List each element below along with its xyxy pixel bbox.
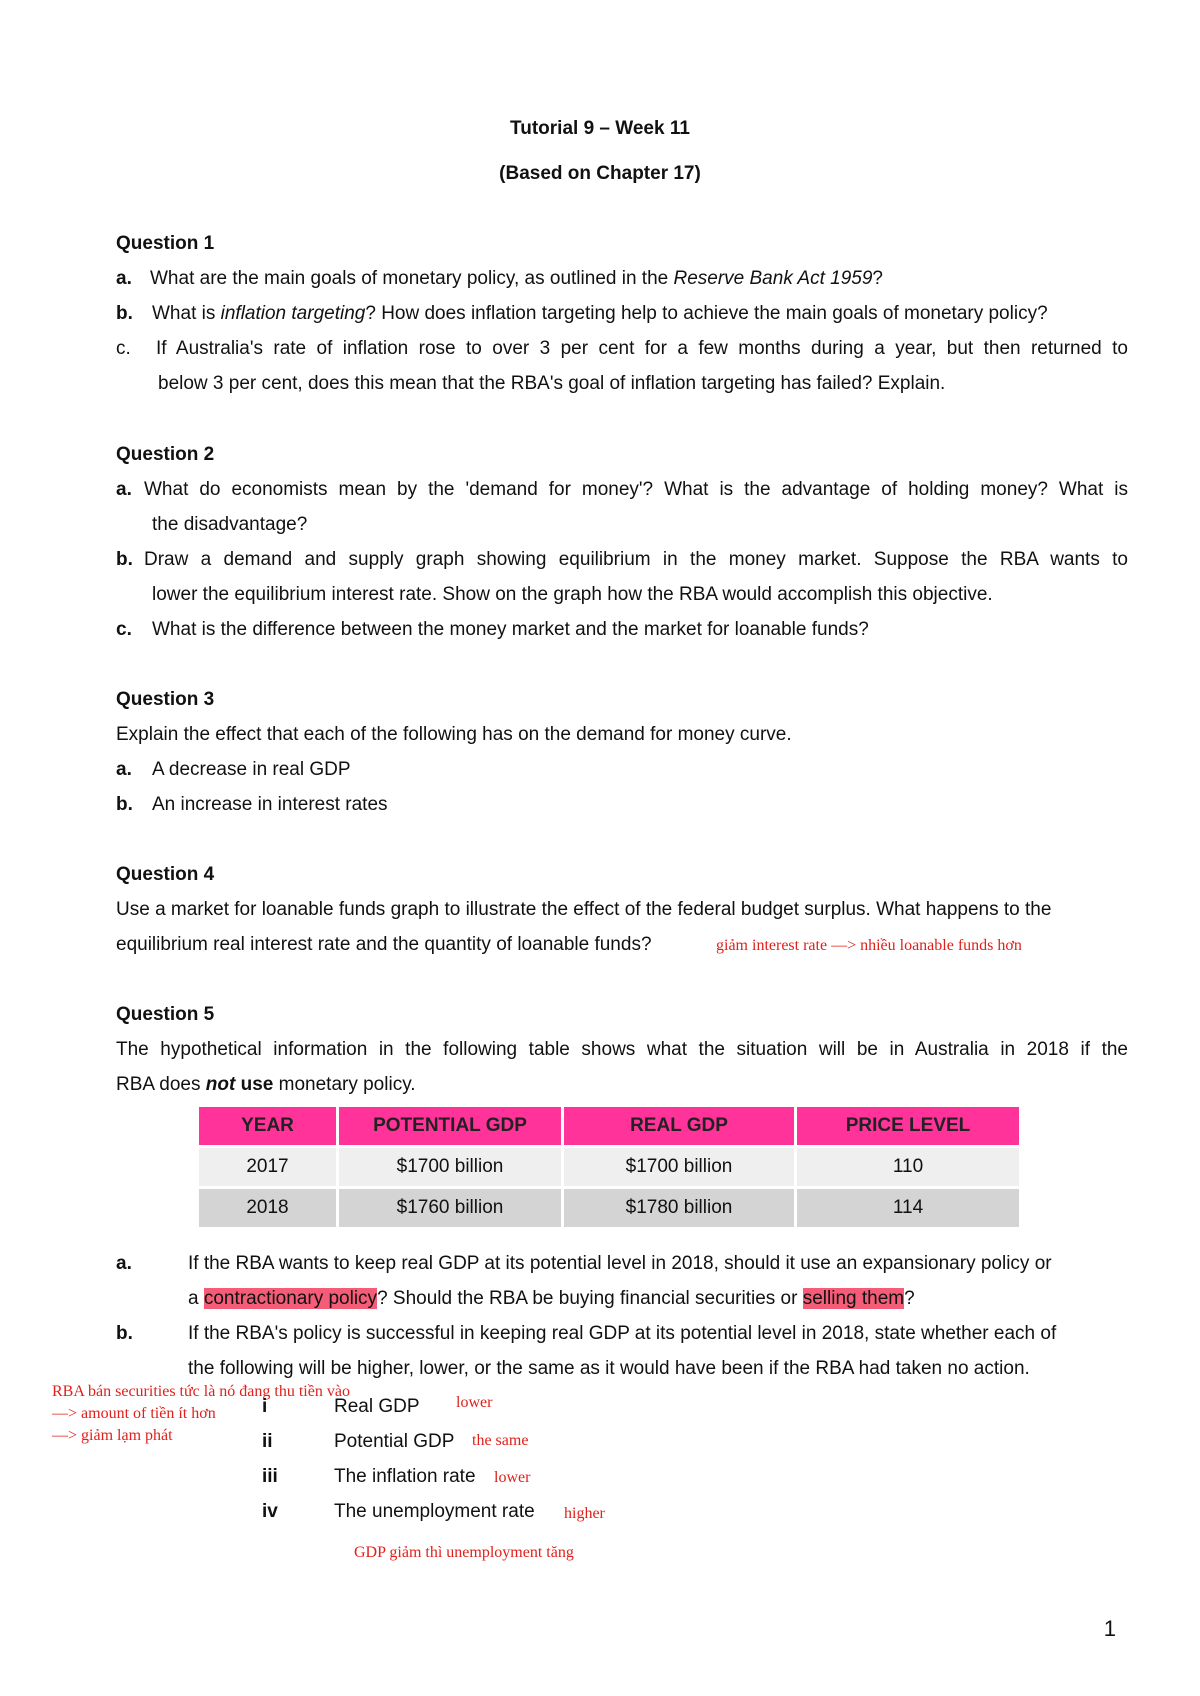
q2-b-text: Draw a demand and supply graph showing equilibrium in the money market. Suppose the RBA wants to — [144, 549, 1128, 570]
q5-item-i-num: i — [262, 1396, 268, 1417]
q5-item-iv-num: iv — [262, 1501, 278, 1522]
q1-b-italic: inflation targeting — [220, 303, 366, 324]
q5-table — [196, 1104, 1022, 1230]
q1-a-text: What are the main goals of monetary policy, as outlined in the — [150, 268, 674, 289]
q5-b-label: b. — [116, 1323, 133, 1344]
q5-item-iv-note: higher — [564, 1505, 605, 1522]
q5-a-label: a. — [116, 1253, 132, 1274]
page-number: 1 — [1103, 1616, 1116, 1641]
q1-b-text: What is — [152, 303, 221, 324]
q1-c-line2: below 3 per cent, does this mean that the RBA's goal of inflation targeting has failed? Explain. — [158, 373, 946, 394]
q3-b — [116, 794, 1128, 816]
q5-a-line2-mid: ? Should the RBA be buying financial securities or — [377, 1288, 803, 1309]
q2-b-label: b. — [116, 549, 133, 570]
document-title: Tutorial 9 – Week 11 — [510, 118, 690, 139]
q5-item-iv-text: The unemployment rate — [334, 1501, 535, 1522]
q5-b-line2: the following will be higher, lower, or the same as it would have been if the RBA had taken no action. — [188, 1358, 1030, 1379]
q1-a-post: ? — [872, 268, 883, 289]
q1-a — [116, 268, 1128, 290]
q5-table-header-real-gdp: REAL GDP — [564, 1107, 794, 1145]
q5-line2 — [116, 1074, 1128, 1096]
q2-a-line2: the disadvantage? — [152, 514, 308, 535]
q1-c-label: c. — [116, 338, 131, 359]
q3-a — [116, 759, 1128, 781]
q5-item-iii-num: iii — [262, 1466, 278, 1487]
q3-b-text: An increase in interest rates — [152, 794, 388, 815]
q5-heading: Question 5 — [116, 1004, 215, 1025]
q4-heading: Question 4 — [116, 864, 215, 885]
table-cell: 114 — [797, 1189, 1019, 1227]
q5-item-ii-note: the same — [472, 1432, 529, 1449]
q5-side-note-3: —> giảm lạm phát — [52, 1427, 173, 1444]
q5-a-line2-post: ? — [904, 1288, 915, 1309]
q2-heading: Question 2 — [116, 444, 215, 465]
q5-bottom-note: GDP giảm thì unemployment tăng — [354, 1544, 574, 1561]
q5-a-line2 — [188, 1288, 1128, 1310]
q5-line2-use: use — [235, 1074, 274, 1095]
q5-a-highlight-contractionary: contractionary policy — [203, 1288, 378, 1309]
q5-line1: The hypothetical information in the following table shows what the situation will be in Australia in 2018 if the — [116, 1039, 1128, 1060]
q4-line1: Use a market for loanable funds graph to illustrate the effect of the federal budget surplus. What happens to the — [116, 899, 1052, 920]
q5-item-iii-note: lower — [494, 1469, 531, 1486]
q2-a-label: a. — [116, 479, 132, 500]
table-cell: $1780 billion — [564, 1189, 794, 1227]
q4-handwritten-note: giảm interest rate —> nhiều loanable funds hơn — [716, 937, 1022, 954]
q5-table-header-price-level: PRICE LEVEL — [797, 1107, 1019, 1145]
q1-heading: Question 1 — [116, 233, 215, 254]
table-cell: $1700 billion — [564, 1148, 794, 1186]
q2-b-line2: lower the equilibrium interest rate. Show on the graph how the RBA would accomplish this objective. — [152, 584, 993, 605]
q3-a-text: A decrease in real GDP — [152, 759, 351, 780]
q5-line2-not: not — [205, 1074, 236, 1095]
q5-line2-pre: RBA does — [116, 1074, 206, 1095]
q2-a-line1 — [116, 479, 1128, 501]
table-cell: $1700 billion — [339, 1148, 561, 1186]
q5-table-header-row — [199, 1107, 1019, 1145]
q3-intro: Explain the effect that each of the following has on the demand for money curve. — [116, 724, 792, 745]
table-row — [199, 1148, 1019, 1186]
q1-a-label: a. — [116, 268, 132, 289]
q1-b-post: ? How does inflation targeting help to achieve the main goals of monetary policy? — [365, 303, 1048, 324]
q5-side-note-1: RBA bán securities tức là nó đang thu tiền vào — [52, 1383, 350, 1400]
q5-a-highlight-selling: selling them — [802, 1288, 905, 1309]
q5-item-ii-num: ii — [262, 1431, 273, 1452]
table-cell: 110 — [797, 1148, 1019, 1186]
q3-b-label: b. — [116, 794, 133, 815]
q4-line2: equilibrium real interest rate and the quantity of loanable funds? — [116, 934, 652, 955]
table-cell: $1760 billion — [339, 1189, 561, 1227]
q2-a-text: What do economists mean by the 'demand for money'? What is the advantage of holding money? What is — [144, 479, 1128, 500]
q5-table-header-year: YEAR — [199, 1107, 336, 1145]
table-cell: 2017 — [199, 1148, 336, 1186]
table-cell: 2018 — [199, 1189, 336, 1227]
q1-a-italic: Reserve Bank Act 1959 — [673, 268, 873, 289]
q3-heading: Question 3 — [116, 689, 215, 710]
q5-item-i-note: lower — [456, 1394, 493, 1411]
q2-c — [116, 619, 1128, 641]
q5-a-line2-pre: a — [188, 1288, 204, 1309]
q1-b — [116, 303, 1128, 325]
q5-line2-post: monetary policy. — [273, 1074, 416, 1095]
q5-b-line1: If the RBA's policy is successful in keeping real GDP at its potential level in 2018, state whether each of — [188, 1323, 1057, 1344]
q2-c-label: c. — [116, 619, 132, 640]
q2-c-text: What is the difference between the money market and the market for loanable funds? — [152, 619, 869, 640]
q5-table-header-potential-gdp: POTENTIAL GDP — [339, 1107, 561, 1145]
q5-item-ii-text: Potential GDP — [334, 1431, 455, 1452]
q5-side-note-2: —> amount of tiền ít hơn — [52, 1405, 216, 1422]
q1-c-line1 — [116, 338, 1128, 360]
q3-a-label: a. — [116, 759, 132, 780]
q1-c-text: If Australia's rate of inflation rose to over 3 per cent for a few months during a year, but then returned to — [156, 338, 1128, 359]
q1-b-label: b. — [116, 303, 133, 324]
q5-item-i-text: Real GDP — [334, 1396, 420, 1417]
document-subtitle: (Based on Chapter 17) — [499, 163, 701, 184]
table-row — [199, 1189, 1019, 1227]
q5-item-iii-text: The inflation rate — [334, 1466, 476, 1487]
q5-a-line1: If the RBA wants to keep real GDP at its potential level in 2018, should it use an expansionary policy or — [188, 1253, 1052, 1274]
q2-b-line1 — [116, 549, 1128, 571]
